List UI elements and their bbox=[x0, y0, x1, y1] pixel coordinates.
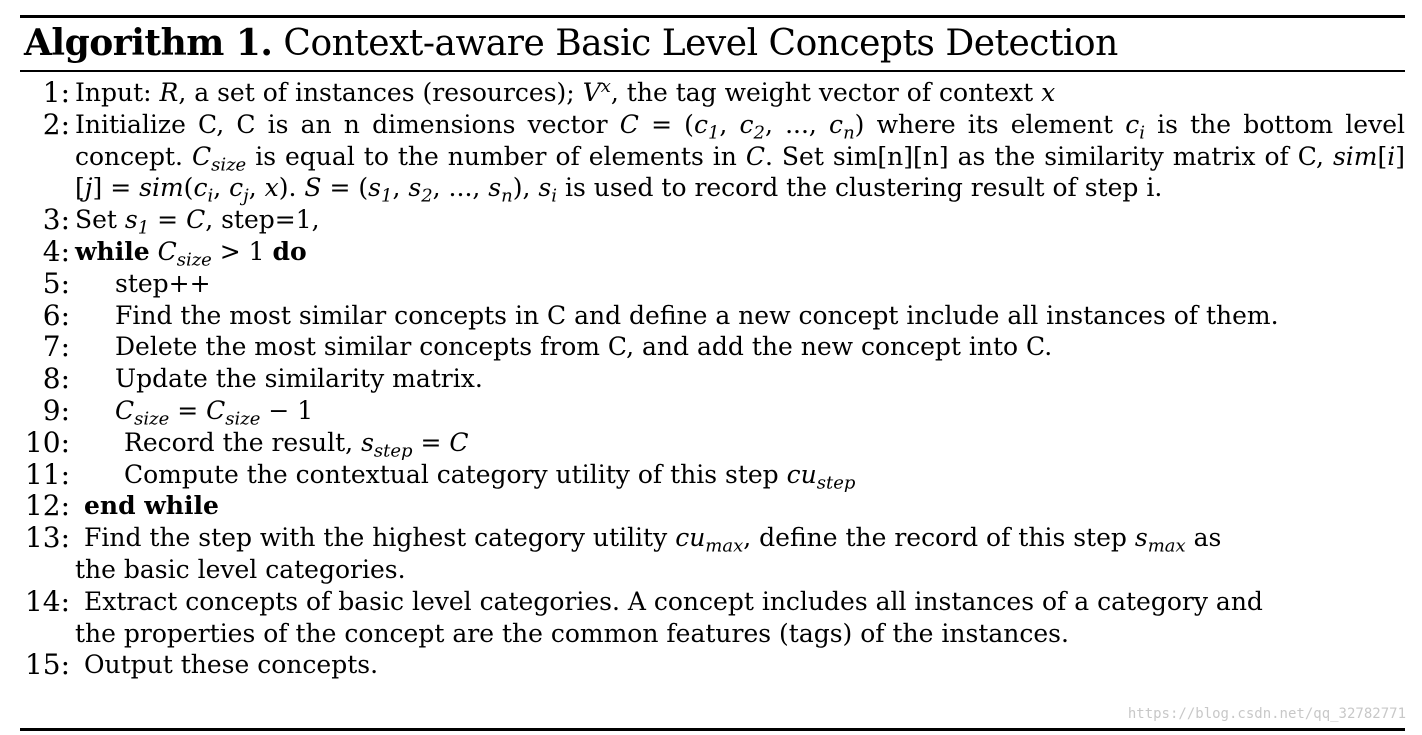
bottom-rule bbox=[20, 728, 1405, 731]
line-5 bbox=[20, 268, 1405, 300]
header-rule bbox=[20, 70, 1405, 72]
line-6 bbox=[20, 300, 1405, 332]
line-9 bbox=[20, 393, 1405, 430]
line-3 bbox=[20, 203, 1405, 239]
line-number: 14: bbox=[24, 584, 70, 618]
line-number: 3: bbox=[42, 203, 70, 237]
line-text: Find the most similar concepts in C and define a new concept include all instances of them. bbox=[115, 300, 1279, 330]
algorithm-title bbox=[24, 20, 1404, 67]
line-number: 4: bbox=[42, 234, 70, 268]
line-text: Set $s_1 = C$, step=1, bbox=[75, 205, 320, 239]
line-12 bbox=[20, 490, 1405, 522]
line-text: while $C_{size} > 1$ do bbox=[75, 236, 307, 271]
line-number: 2: bbox=[42, 107, 70, 141]
line-8 bbox=[20, 363, 1405, 395]
line-number: 13: bbox=[24, 521, 70, 555]
line-text: Compute the contextual category utility of this step $cu_{step}$ bbox=[124, 459, 856, 493]
line-1 bbox=[20, 77, 1405, 109]
line-text: Initialize C, C is an n dimensions vector $C = (c_1$, $c_2$, ..., $c_n$) where its element $c_i$ is the bottom level concept. $C_{size}$ is equal to the number of elements in C. Set sim[n][n] as the similarity matrix of C, $sim[i][j] = sim(c_i$, $c_j$, x). $S = (s_1$, $s_2$, ..., $s_n$), $s_i$ is used to record the clustering result of step i. bbox=[75, 109, 1405, 207]
line-text: Find the step with the highest category utility $cu_{max}$, define the record of this step $s_{max}$ as the basic level categories. bbox=[75, 523, 1222, 584]
line-2 bbox=[20, 107, 1405, 207]
line-number: 12: bbox=[24, 489, 70, 523]
line-text: Delete the most similar concepts from C, and add the new concept into C. bbox=[115, 332, 1053, 362]
line-number: 7: bbox=[42, 330, 70, 364]
line-number: 6: bbox=[42, 298, 70, 332]
algorithm-body bbox=[20, 77, 1405, 681]
line-text: Extract concepts of basic level categories. A concept includes all instances of a category and the properties of the concept are the common features (tags) of the instances. bbox=[75, 586, 1263, 648]
line-number: 11: bbox=[24, 457, 70, 491]
line-number: 1: bbox=[42, 76, 70, 109]
line-text: Record the result, $s_{step} = C$ bbox=[124, 427, 469, 462]
watermark: https://blog.csdn.net/qq_32782771 bbox=[1127, 706, 1406, 722]
line-14 bbox=[20, 586, 1405, 650]
line-text: Update the similarity matrix. bbox=[115, 364, 483, 394]
line-number: 5: bbox=[42, 266, 70, 300]
line-number: 8: bbox=[42, 362, 70, 396]
line-text: $C_{size} = C_{size} - 1$ bbox=[115, 395, 314, 430]
top-rule bbox=[20, 15, 1405, 18]
algorithm-name: Context-aware Basic Level Concepts Detection bbox=[283, 23, 1118, 64]
line-text: Input: R, a set of instances (resources); $V^x$, the tag weight vector of context x bbox=[75, 76, 1056, 107]
line-15 bbox=[20, 649, 1405, 681]
line-text: Output these concepts. bbox=[84, 650, 379, 680]
line-text: end while bbox=[84, 491, 219, 521]
line-7 bbox=[20, 331, 1405, 363]
line-10 bbox=[20, 425, 1405, 462]
algorithm-label: Algorithm 1. bbox=[24, 22, 273, 64]
line-4 bbox=[20, 234, 1405, 271]
line-13 bbox=[20, 522, 1405, 586]
line-text: step++ bbox=[115, 268, 211, 298]
line-number: 9: bbox=[42, 393, 70, 427]
line-number: 10: bbox=[24, 425, 70, 459]
line-11 bbox=[20, 459, 1405, 491]
line-number: 15: bbox=[24, 648, 70, 682]
